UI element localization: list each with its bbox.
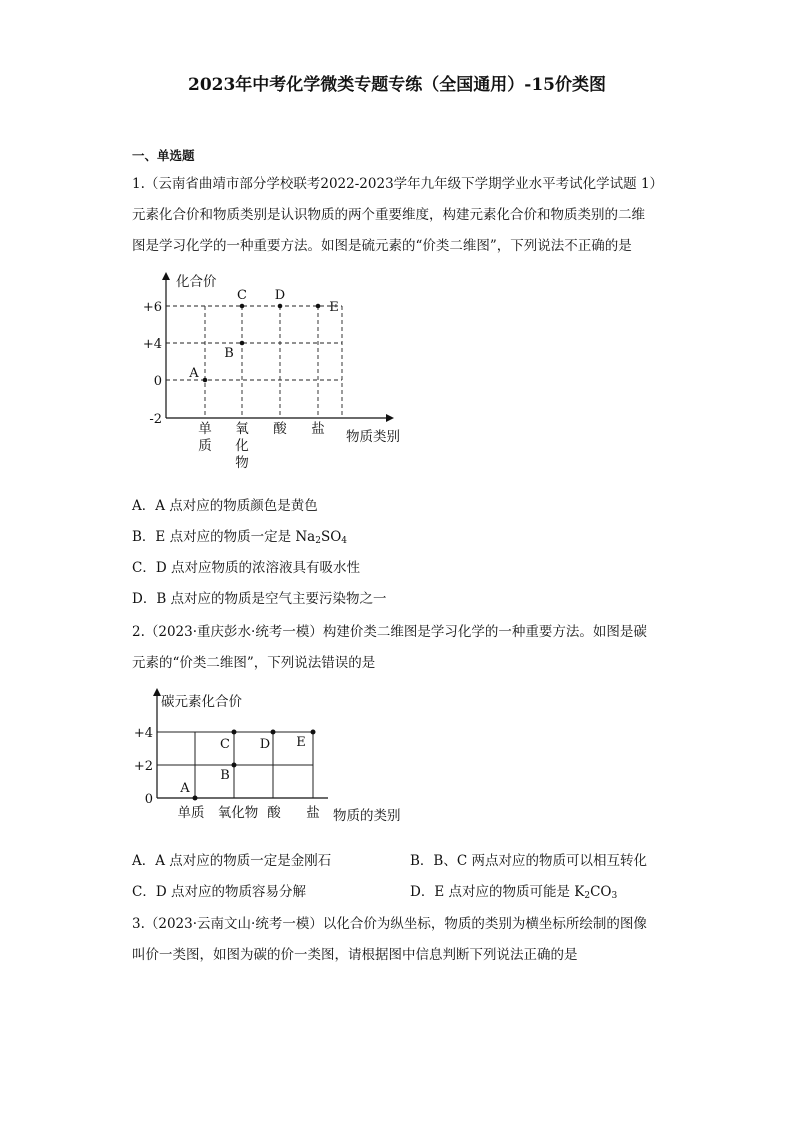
chart2-y-ticks (134, 726, 153, 807)
chart2-x-tick: 酸 (267, 805, 281, 821)
chart1-point-label-A: A (189, 366, 199, 381)
q1-option-b-text: B．E 点对应的物质一定是 Na (132, 529, 316, 545)
chart2-y-tick: 0 (144, 792, 153, 807)
chart1-x-label: 物质类别 (346, 429, 400, 445)
chart2-point-label-A: A (180, 781, 190, 796)
q1-option-c[interactable]: C．D 点对应物质的浓溶液具有吸水性 (132, 560, 360, 576)
q2-line-1: 2.（2023·重庆彭水·统考一模）构建价类二维图是学习化学的一种重要方法。如图是碳 (132, 624, 647, 640)
q1-option-b-sub1: 2 (315, 536, 321, 546)
chart2-point-label-D: D (259, 737, 271, 752)
q2-option-a[interactable]: A．A 点对应的物质一定是金刚石 (132, 853, 332, 869)
chart1-x-tick-char: 单 (198, 421, 212, 437)
q2-option-d-text: D．E 点对应的物质可能是 K (410, 884, 585, 900)
chart1-x-tick-char: 氧 (235, 421, 249, 437)
chart2-point-label-B: B (220, 768, 230, 783)
q2-line-2: 元素的“价类二维图”，下列说法错误的是 (132, 655, 376, 671)
chart1-point-label-E: E (329, 300, 339, 315)
chart1-x-tick-char: 酸 (273, 421, 287, 437)
chart1-point-E (316, 304, 321, 309)
chart2-y-tick: +4 (133, 726, 153, 741)
chart1-y-label: 化合价 (176, 274, 217, 290)
chart2-point-B (232, 763, 237, 768)
chart1-x-tick-char: 物 (235, 455, 249, 471)
q2-option-d-sub1: 2 (584, 891, 591, 901)
chart2 (134, 690, 401, 824)
chart1-y-ticks (143, 300, 162, 427)
chart2-x-tick: 盐 (306, 805, 320, 821)
q1-line-3: 图是学习化学的一种重要方法。如图是硫元素的“价类二维图”，下列说法不正确的是 (132, 238, 632, 254)
chart2-point-E (311, 730, 316, 735)
q2-option-c[interactable]: C．D 点对应的物质容易分解 (132, 884, 306, 900)
q1-option-d[interactable]: D．B 点对应的物质是空气主要污染物之一 (132, 591, 387, 607)
q3-line-2: 叫价一类图，如图为碳的价一类图，请根据图中信息判断下列说法正确的是 (132, 947, 578, 963)
q1-option-b[interactable] (132, 525, 347, 545)
chart2-point-label-E: E (296, 735, 306, 750)
chart2-x-label: 物质的类别 (333, 808, 401, 824)
chart1-y-tick: -2 (149, 412, 162, 427)
chart2-x-categories (178, 804, 321, 821)
chart2-x-tick: 单质 (177, 805, 205, 821)
q1-option-a[interactable]: A．A 点对应的物质颜色是黄色 (132, 498, 318, 514)
page-title: 2023年中考化学微类专题专练（全国通用）-15价类图 (187, 75, 607, 95)
q2-option-d-sub2: 3 (611, 891, 618, 901)
chart1-x-tick-char: 盐 (311, 421, 325, 437)
q1-line-1: 1.（云南省曲靖市部分学校联考2022-2023学年九年级下学期学业水平考试化学试题 1） (132, 176, 664, 192)
chart1-x-categories (198, 420, 325, 471)
chart1-x-tick-char: 质 (198, 438, 212, 454)
chart1 (143, 274, 400, 471)
chart1-point-label-B: B (224, 346, 234, 361)
q1-line-2: 元素化合价和物质类别是认识物质的两个重要维度，构建元素化合价和物质类别的二维 (132, 207, 645, 223)
section-heading: 一、单选题 (132, 148, 195, 163)
chart1-point-D (278, 304, 283, 309)
chart1-point-A (203, 378, 208, 383)
chart1-point-B (240, 341, 245, 346)
q2-option-b[interactable]: B．B、C 两点对应的物质可以相互转化 (410, 853, 647, 869)
q2-option-d[interactable] (410, 880, 617, 900)
chart1-grid (166, 306, 342, 418)
q3-line-1: 3.（2023·云南文山·统考一模）以化合价为纵坐标，物质的类别为横坐标所绘制的图像 (132, 916, 647, 932)
q1-option-b-sub2: 4 (341, 536, 348, 546)
chart1-point-label-C: C (237, 288, 247, 303)
chart1-point-label-D: D (274, 288, 286, 303)
chart1-point-C (240, 304, 245, 309)
chart2-point-label-C: C (220, 737, 230, 752)
q1-option-b-mid: SO (320, 529, 342, 545)
chart2-point-A (193, 796, 198, 801)
chart2-y-tick: +2 (133, 759, 153, 774)
chart1-y-tick: 0 (153, 374, 162, 389)
chart2-y-label: 碳元素化合价 (161, 694, 242, 710)
chart1-points (188, 288, 338, 382)
q2-option-d-mid: CO (590, 884, 612, 900)
chart2-point-D (271, 730, 276, 735)
chart1-y-tick: +4 (142, 337, 162, 352)
chart2-x-tick: 氧化物 (217, 805, 259, 821)
chart1-x-tick-char: 化 (235, 438, 249, 454)
chart2-point-C (232, 730, 237, 735)
chart1-y-tick: +6 (142, 300, 162, 315)
